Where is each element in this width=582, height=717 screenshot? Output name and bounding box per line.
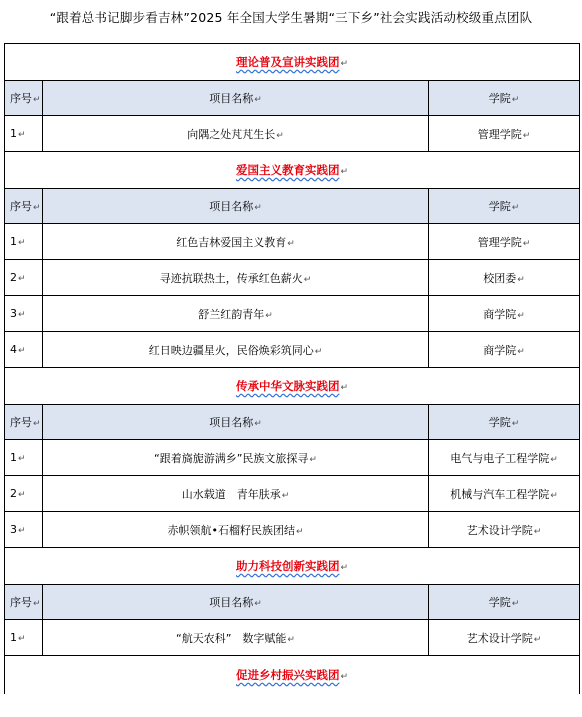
header-no: 序号 (10, 200, 32, 213)
college-name: 艺术设计学院 (466, 631, 533, 645)
paragraph-mark-icon: ↵ (18, 526, 26, 536)
paragraph-mark-icon: ↵ (254, 599, 262, 609)
paragraph-mark-icon: ↵ (314, 346, 323, 357)
header-no: 序号 (10, 416, 32, 429)
paragraph-mark-icon: ↵ (511, 599, 520, 609)
paragraph-mark-icon: ↵ (281, 490, 290, 501)
row-number: 4 (10, 343, 17, 356)
section-header-row (5, 656, 580, 695)
header-college: 学院 (488, 596, 511, 609)
column-header-row (5, 189, 580, 224)
header-name: 项目名称 (209, 416, 254, 429)
paragraph-mark-icon: ↵ (295, 526, 304, 537)
paragraph-mark-icon: ↵ (33, 419, 41, 429)
row-number: 1 (10, 631, 17, 644)
paragraph-mark-icon: ↵ (18, 130, 26, 140)
row-number: 2 (10, 487, 17, 500)
section-title: 助力科技创新实践团 (235, 559, 340, 573)
paragraph-mark-icon: ↵ (517, 310, 525, 321)
college-name: 机械与汽车工程学院 (450, 487, 550, 501)
college-name: 艺术设计学院 (466, 523, 533, 537)
paragraph-mark-icon: ↵ (18, 310, 26, 320)
paragraph-mark-icon: ↵ (287, 238, 295, 249)
paragraph-mark-icon: ↵ (340, 383, 349, 393)
section-title: 传承中华文脉实践团 (235, 379, 340, 393)
header-name: 项目名称 (209, 200, 254, 213)
college-name: 电气与电子工程学院 (450, 451, 550, 465)
column-header-row (5, 585, 580, 620)
row-number: 1 (10, 451, 17, 464)
row-number: 3 (10, 523, 17, 536)
project-name: “航天农科” 数字赋能 (176, 631, 287, 645)
paragraph-mark-icon: ↵ (287, 634, 295, 645)
paragraph-mark-icon: ↵ (265, 310, 273, 321)
paragraph-mark-icon: ↵ (517, 346, 525, 357)
row-number: 1 (10, 127, 17, 140)
project-name: 红色吉林爱国主义教育 (176, 235, 287, 249)
paragraph-mark-icon: ↵ (533, 526, 542, 537)
header-no: 序号 (10, 596, 32, 609)
paragraph-mark-icon: ↵ (522, 130, 531, 141)
paragraph-mark-icon: ↵ (550, 454, 558, 465)
document-title: “跟着总书记脚步看吉林”2025 年全国大学生暑期“三下乡”社会实践活动校级重点团队 (49, 10, 533, 25)
project-name: “跟着旖旎游满乡”民族文旅探寻 (154, 451, 309, 465)
paragraph-mark-icon: ↵ (18, 238, 26, 248)
paragraph-mark-icon: ↵ (276, 130, 284, 141)
section-title: 爱国主义教育实践团 (235, 163, 340, 177)
paragraph-mark-icon: ↵ (18, 490, 26, 500)
table-row (5, 512, 580, 548)
paragraph-mark-icon: ↵ (340, 167, 349, 177)
section-title: 促进乡村振兴实践团 (235, 668, 340, 682)
table-row (5, 260, 580, 296)
paragraph-mark-icon: ↵ (340, 563, 349, 573)
table-row (5, 116, 580, 152)
project-name: 赤帜领航•石榴籽民族团结 (167, 523, 295, 537)
project-name: 寻迹抗联热土，传承红色薪火 (159, 271, 303, 285)
section-header-row (5, 368, 580, 405)
college-name: 商学院 (483, 307, 517, 321)
table-row (5, 620, 580, 656)
section-header-row (5, 44, 580, 81)
paragraph-mark-icon: ↵ (18, 346, 26, 356)
row-number: 2 (10, 271, 17, 284)
paragraph-mark-icon: ↵ (33, 95, 41, 105)
section-header-row (5, 548, 580, 585)
paragraph-mark-icon: ↵ (18, 454, 26, 464)
header-name: 项目名称 (209, 92, 254, 105)
paragraph-mark-icon: ↵ (254, 419, 262, 429)
table-row (5, 476, 580, 512)
paragraph-mark-icon: ↵ (254, 95, 262, 105)
project-name: 红日映边疆星火，民俗焕彩筑同心 (148, 343, 314, 357)
paragraph-mark-icon: ↵ (33, 599, 41, 609)
table-row (5, 440, 580, 476)
paragraph-mark-icon: ↵ (303, 274, 312, 285)
paragraph-mark-icon: ↵ (511, 95, 520, 105)
project-name: 山水载道 青年肤承 (181, 487, 281, 501)
college-name: 校团委 (483, 271, 517, 285)
section-header-row (5, 152, 580, 189)
section-title: 理论普及宣讲实践团 (235, 55, 340, 69)
team-table (4, 43, 580, 694)
college-name: 商学院 (483, 343, 517, 357)
project-name: 向隅之处芃芃生长 (187, 127, 276, 141)
table-row (5, 224, 580, 260)
column-header-row (5, 405, 580, 440)
paragraph-mark-icon: ↵ (511, 419, 520, 429)
paragraph-mark-icon: ↵ (550, 490, 558, 501)
paragraph-mark-icon: ↵ (511, 203, 520, 213)
college-name: 管理学院 (477, 235, 522, 249)
table-row (5, 296, 580, 332)
college-name: 管理学院 (477, 127, 522, 141)
header-college: 学院 (488, 200, 511, 213)
header-name: 项目名称 (209, 596, 254, 609)
paragraph-mark-icon: ↵ (340, 672, 349, 682)
paragraph-mark-icon: ↵ (340, 59, 349, 69)
paragraph-mark-icon: ↵ (254, 203, 262, 213)
paragraph-mark-icon: ↵ (517, 274, 525, 285)
header-college: 学院 (488, 92, 511, 105)
paragraph-mark-icon: ↵ (18, 274, 26, 284)
row-number: 3 (10, 307, 17, 320)
paragraph-mark-icon: ↵ (522, 238, 531, 249)
paragraph-mark-icon: ↵ (533, 634, 542, 645)
column-header-row (5, 81, 580, 116)
header-no: 序号 (10, 92, 32, 105)
paragraph-mark-icon: ↵ (18, 634, 26, 644)
project-name: 舒兰红韵青年 (198, 307, 265, 321)
paragraph-mark-icon: ↵ (33, 203, 41, 213)
paragraph-mark-icon: ↵ (309, 454, 317, 465)
table-row (5, 332, 580, 368)
row-number: 1 (10, 235, 17, 248)
header-college: 学院 (488, 416, 511, 429)
